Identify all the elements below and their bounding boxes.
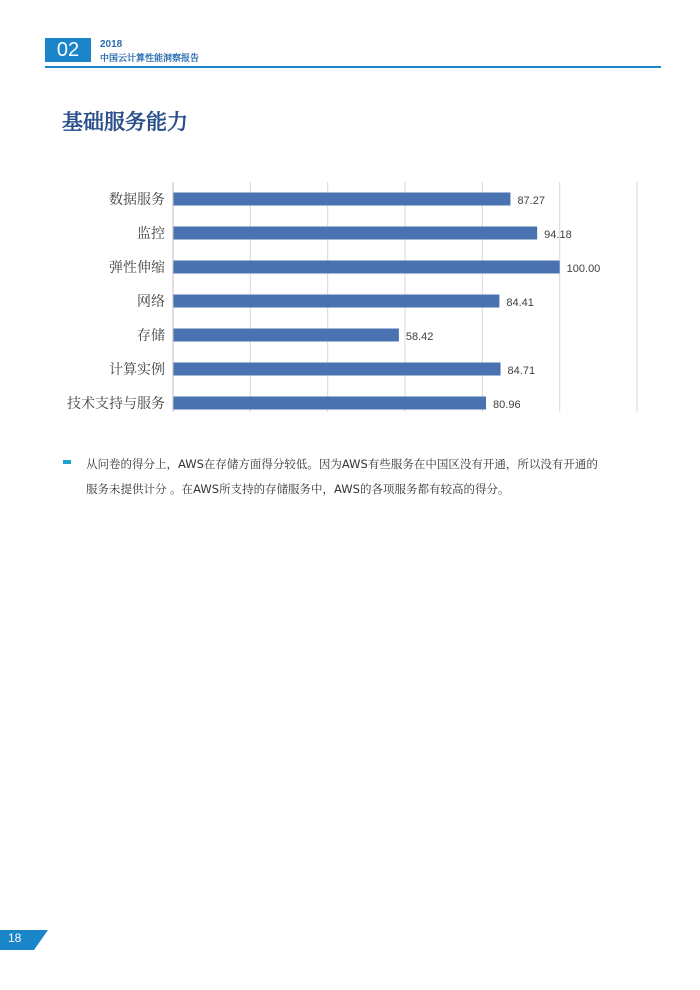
bar bbox=[173, 193, 510, 206]
data-label: 94.18 bbox=[544, 229, 572, 241]
bar-chart bbox=[0, 170, 700, 430]
bullet-marker bbox=[63, 460, 71, 464]
bar bbox=[173, 261, 560, 274]
data-label: 84.41 bbox=[506, 297, 534, 309]
page-number: 18 bbox=[8, 931, 22, 945]
note-line-2: 服务未提供计分 。在AWS所支持的存储服务中，AWS的各项服务都有较高的得分。 bbox=[86, 482, 510, 496]
category-label: 计算实例 bbox=[109, 362, 165, 378]
category-label: 数据服务 bbox=[109, 192, 165, 208]
bar bbox=[173, 329, 399, 342]
chapter-badge: 02 bbox=[45, 38, 91, 62]
data-label: 58.42 bbox=[405, 331, 434, 343]
section-title: 基础服务能力 bbox=[62, 110, 188, 134]
note-paragraph bbox=[86, 452, 656, 502]
data-label: 80.96 bbox=[493, 399, 521, 411]
category-label: 弹性伸缩 bbox=[109, 260, 165, 276]
category-label: 网络 bbox=[137, 294, 165, 310]
note-line-1: 从问卷的得分上，AWS在存储方面得分较低。因为AWS有些服务在中国区没有开通，所以没有开通的 bbox=[86, 457, 598, 471]
category-label: 存储 bbox=[137, 328, 165, 344]
data-label: 87.27 bbox=[517, 195, 545, 207]
bar bbox=[173, 397, 486, 410]
data-label: 84.71 bbox=[507, 365, 536, 377]
report-title: 中国云计算性能洞察报告 bbox=[100, 54, 200, 64]
bar bbox=[173, 363, 501, 376]
category-label: 监控 bbox=[137, 226, 165, 242]
bar bbox=[173, 227, 537, 240]
bar bbox=[173, 295, 499, 308]
header-divider bbox=[45, 66, 661, 68]
data-label: 100.00 bbox=[566, 263, 601, 275]
report-year: 2018 bbox=[100, 39, 123, 50]
category-label: 技术支持与服务 bbox=[67, 396, 165, 412]
